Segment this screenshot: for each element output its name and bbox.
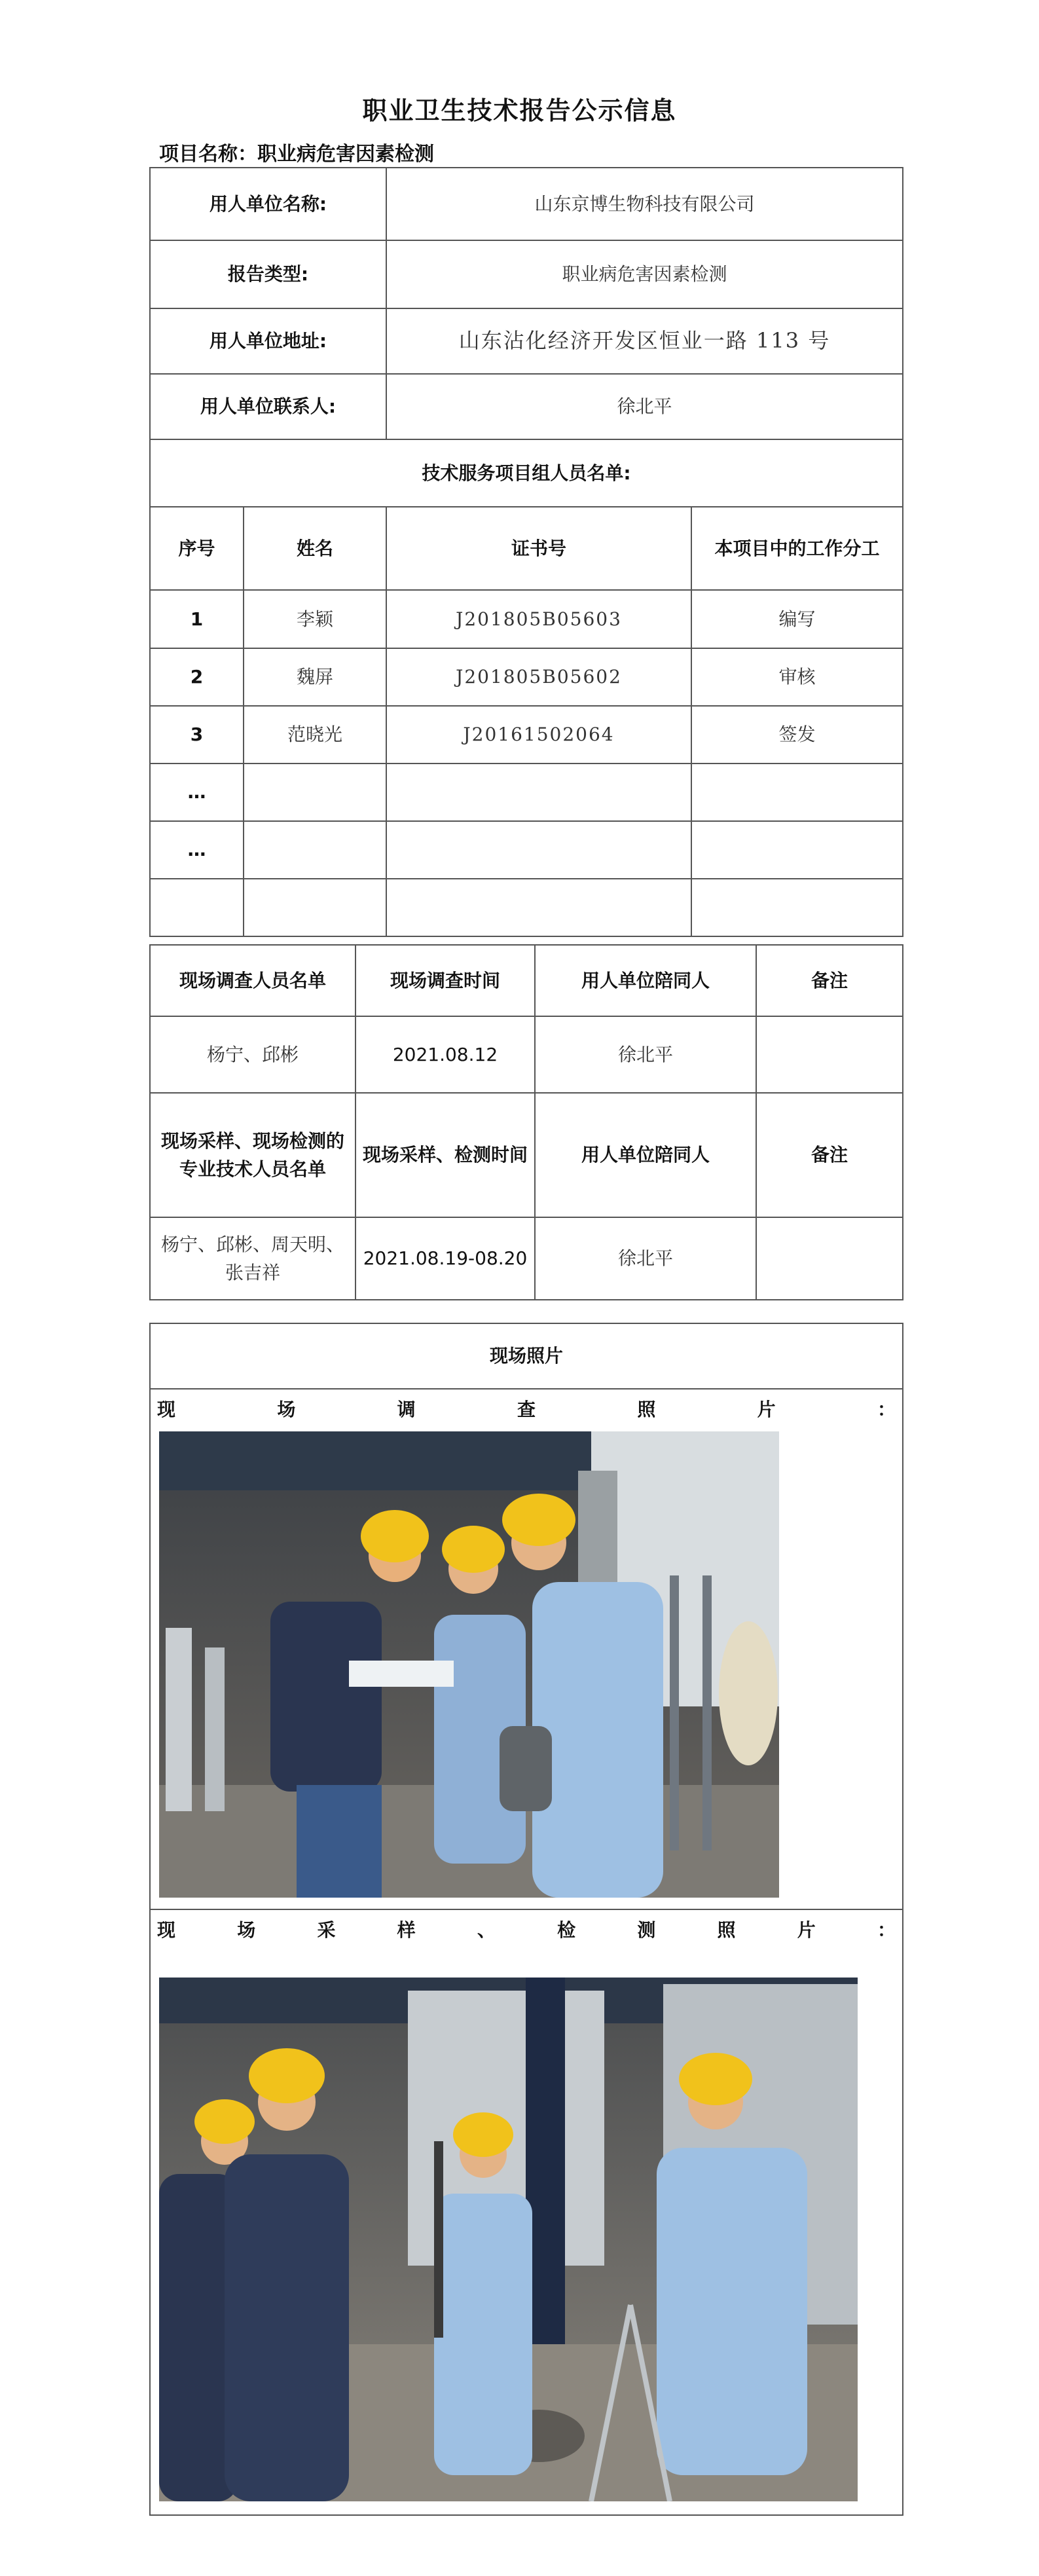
- row-no: 3: [150, 706, 244, 764]
- row-no: [150, 879, 244, 936]
- table-row: [150, 706, 903, 764]
- row-cert: J20161502064: [386, 706, 691, 764]
- page-title: 职业卫生技术报告公示信息: [362, 96, 677, 125]
- survey-header-staff: 现场调查人员名单: [150, 945, 355, 1016]
- table-row: [150, 879, 903, 936]
- sampling-photo-caption: [151, 1910, 902, 1951]
- row-name: [244, 764, 386, 821]
- survey-header-time: 现场调查时间: [355, 945, 535, 1016]
- info-label: 用人单位地址:: [150, 308, 386, 374]
- row-cert: J201805B05602: [386, 648, 691, 706]
- table-row: [150, 764, 903, 821]
- sampling-time: 2021.08.19-08.20: [355, 1217, 535, 1300]
- sampling-row: [150, 1217, 903, 1300]
- info-row-employer: [150, 168, 903, 240]
- sampling-header-row: [150, 1093, 903, 1217]
- caption-char: 片: [797, 1919, 816, 1941]
- info-value: 职业病危害因素检测: [386, 240, 903, 308]
- survey-note: [756, 1016, 903, 1093]
- row-cert: [386, 764, 691, 821]
- row-no: …: [150, 821, 244, 879]
- table-row: [150, 590, 903, 648]
- survey-photo: [159, 1431, 779, 1898]
- caption-char: 采: [317, 1919, 336, 1941]
- sampling-escort: 徐北平: [535, 1217, 756, 1300]
- team-header-row: [150, 507, 903, 590]
- info-row-address: [150, 308, 903, 374]
- sampling-header-escort: 用人单位陪同人: [535, 1093, 756, 1217]
- caption-char: 场: [277, 1399, 296, 1421]
- caption-char: 现: [157, 1399, 176, 1421]
- col-header-role: 本项目中的工作分工: [691, 507, 903, 590]
- caption-char: 照: [637, 1399, 656, 1421]
- row-role: 审核: [691, 648, 903, 706]
- info-value: 徐北平: [386, 374, 903, 439]
- survey-staff: 杨宁、邱彬: [150, 1016, 355, 1093]
- row-role: [691, 764, 903, 821]
- survey-photo-image: [159, 1431, 779, 1898]
- sampling-photo: [159, 1978, 858, 2501]
- sampling-photo-image: [159, 1978, 858, 2501]
- caption-char: 样: [397, 1919, 416, 1941]
- col-header-no: 序号: [150, 507, 244, 590]
- project-label: 项目名称：: [159, 143, 257, 166]
- row-name: 魏屏: [244, 648, 386, 706]
- row-name: 李颖: [244, 590, 386, 648]
- caption-char: 现: [157, 1919, 176, 1941]
- survey-time: 2021.08.12: [355, 1016, 535, 1093]
- col-header-cert: 证书号: [386, 507, 691, 590]
- table-row: [150, 648, 903, 706]
- info-label: 用人单位联系人:: [150, 374, 386, 439]
- survey-escort: 徐北平: [535, 1016, 756, 1093]
- team-heading: 技术服务项目组人员名单:: [150, 439, 903, 507]
- caption-char: ：: [877, 1919, 896, 1941]
- report-info-table: [149, 167, 903, 937]
- info-label: 用人单位名称:: [150, 168, 386, 240]
- project-line: [159, 138, 434, 166]
- caption-char: 测: [637, 1919, 656, 1941]
- row-role: [691, 879, 903, 936]
- photos-heading: 现场照片: [150, 1323, 903, 1389]
- row-no: …: [150, 764, 244, 821]
- row-no: 1: [150, 590, 244, 648]
- row-name: [244, 879, 386, 936]
- info-row-type: [150, 240, 903, 308]
- survey-header-escort: 用人单位陪同人: [535, 945, 756, 1016]
- caption-char: ：: [877, 1399, 896, 1421]
- field-work-table: [149, 944, 903, 1300]
- caption-char: 场: [237, 1919, 256, 1941]
- caption-char: 片: [757, 1399, 776, 1421]
- caption-char: 查: [517, 1399, 536, 1421]
- survey-row: [150, 1016, 903, 1093]
- row-cert: J201805B05603: [386, 590, 691, 648]
- caption-char: 检: [557, 1919, 576, 1941]
- row-cert: [386, 821, 691, 879]
- row-role: 签发: [691, 706, 903, 764]
- caption-char: 照: [717, 1919, 736, 1941]
- row-role: 编写: [691, 590, 903, 648]
- sampling-header-note: 备注: [756, 1093, 903, 1217]
- row-name: [244, 821, 386, 879]
- col-header-name: 姓名: [244, 507, 386, 590]
- info-value: 山东沾化经济开发区恒业一路 113 号: [386, 308, 903, 374]
- info-value: 山东京博生物科技有限公司: [386, 168, 903, 240]
- sampling-staff: 杨宁、邱彬、周天明、张吉祥: [150, 1217, 355, 1300]
- project-value: 职业病危害因素检测: [257, 143, 434, 166]
- row-name: 范晓光: [244, 706, 386, 764]
- team-heading-row: [150, 439, 903, 507]
- table-row: [150, 821, 903, 879]
- caption-char: 调: [397, 1399, 416, 1421]
- survey-header-note: 备注: [756, 945, 903, 1016]
- sampling-note: [756, 1217, 903, 1300]
- row-cert: [386, 879, 691, 936]
- photos-heading-row: [150, 1323, 903, 1389]
- info-row-contact: [150, 374, 903, 439]
- sampling-header-staff: 现场采样、现场检测的专业技术人员名单: [150, 1093, 355, 1217]
- caption-char: 、: [477, 1919, 496, 1941]
- row-no: 2: [150, 648, 244, 706]
- sampling-header-time: 现场采样、检测时间: [355, 1093, 535, 1217]
- survey-photo-caption: [151, 1389, 902, 1430]
- row-role: [691, 821, 903, 879]
- survey-header-row: [150, 945, 903, 1016]
- info-label: 报告类型:: [150, 240, 386, 308]
